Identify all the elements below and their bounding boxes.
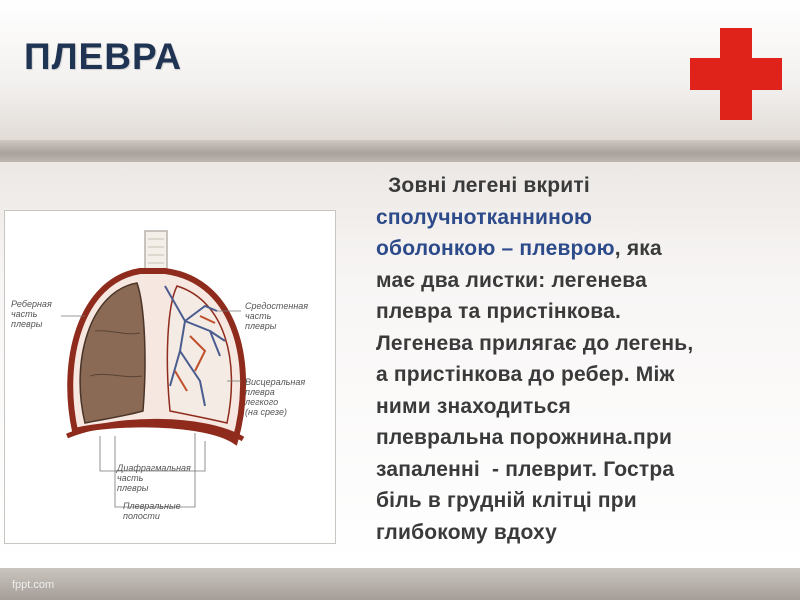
body-line: а пристінкова до ребер. Між (376, 363, 675, 386)
body-line-highlight: сполучнотканниною (376, 205, 593, 229)
footer-bar (0, 568, 800, 600)
header-divider (0, 140, 800, 162)
body-line: глибокому вдоху (376, 520, 557, 544)
body-line: плевральна порожнина.при (376, 426, 673, 449)
body-line: має два листки: легенева (376, 268, 647, 292)
slide-body-text (376, 170, 786, 548)
label-mediastinal-pleura: Средостенная часть плевры (245, 301, 309, 331)
label-costal-pleura: Реберная часть плевры (11, 299, 52, 329)
body-line: Легенева прилягає до легень, (376, 331, 694, 355)
red-cross-icon (690, 28, 782, 120)
label-visceral-pleura: Висцеральная плевра легкого (на срезе) (245, 377, 306, 417)
body-line: Зовні легені вкриті (376, 174, 590, 197)
label-diaphragmatic-pleura: Диафрагмальная часть плевры (117, 463, 191, 493)
body-line-tail: , яка (614, 237, 662, 260)
body-line (376, 233, 786, 265)
lung-pleura-diagram (4, 210, 336, 544)
label-pleural-cavities: Плевральные полости (123, 501, 181, 521)
slide-title: ПЛЕВРА (24, 36, 183, 77)
body-line: біль в грудній клітці при (376, 489, 637, 512)
body-line: запаленні - плеврит. Гостра (376, 457, 675, 481)
footer-watermark: fppt.com (12, 579, 55, 591)
body-line: ними знаходиться (376, 394, 571, 418)
body-line: плевра та пристінкова. (376, 300, 621, 323)
body-highlight-term: оболонкою – плеврою (376, 237, 615, 260)
